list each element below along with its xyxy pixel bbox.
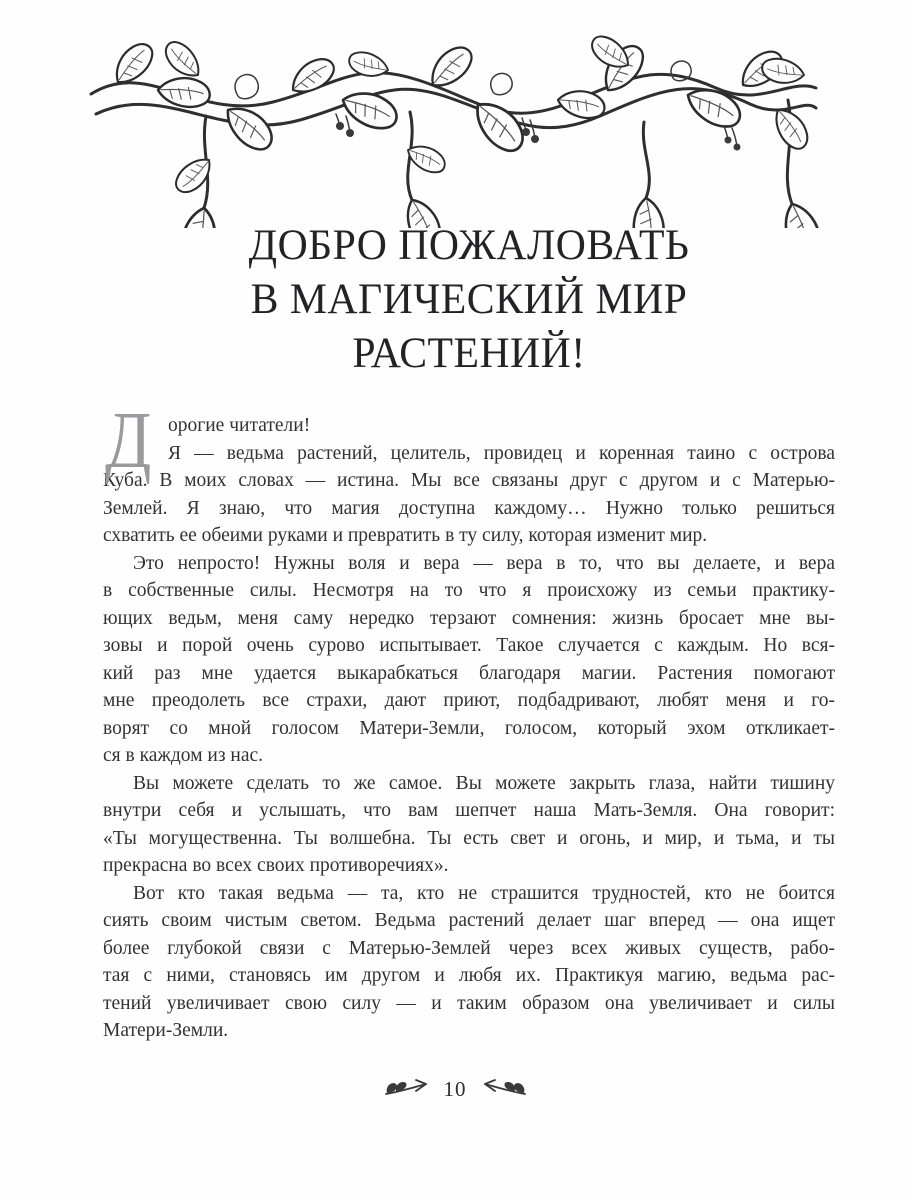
text-line: тая с ними, становясь им другом и любя их. Практикуя магию, ведьма рас- (103, 965, 835, 986)
text-line: Землей. Я знаю, что магия доступна каждому… Нужно только решиться (103, 497, 835, 519)
chapter-title (103, 219, 835, 381)
text-line: ворят со мной голосом Матери-Земли, голосом, который эхом откликает- (103, 717, 835, 739)
text-line: кий раз мне удается выкарабкаться благодаря магии. Растения помогают (103, 662, 835, 684)
text-line: Вы можете сделать то же самое. Вы можете закрыть глаза, найти тишину (133, 772, 835, 794)
body-text (103, 397, 835, 1045)
text-line: сиять своим чистым светом. Ведьма растений делает шаг вперед — она ищет (103, 910, 835, 931)
chapter-title-line: ДОБРО ПОЖАЛОВАТЬ (248, 222, 690, 269)
leaf-sprig-left-pointing-icon (482, 1079, 526, 1099)
vine-garland-illustration (88, 30, 820, 228)
text-line: ся в каждом из нас. (103, 745, 264, 766)
page-number: 10 (443, 1076, 467, 1101)
text-line: более глубокой связи с Матерью-Землей через всех живых существ, рабо- (103, 937, 835, 959)
text-line: орогие читатели! (168, 415, 311, 436)
chapter-title-line: В МАГИЧЕСКИЙ МИР (250, 276, 688, 323)
text-line: Я — ведьма растений, целитель, провидец и коренная таино с острова (168, 442, 835, 464)
text-line: внутри себя и услышать, что вам шепчет наша Мать-Земля. Она говорит: (103, 800, 835, 821)
leaf-sprig-right-pointing-icon (385, 1079, 429, 1099)
paragraph (103, 550, 835, 770)
paragraph (103, 397, 835, 550)
drop-cap: Д (105, 397, 152, 485)
text-line: Это непросто! Нужны воля и вера — вера в то, что вы делаете, и вера (133, 552, 835, 574)
chapter-title-line: РАСТЕНИЙ! (352, 330, 586, 377)
text-line: зовы и порой очень сурово испытывает. Такое случается с каждым. Но вся- (103, 635, 835, 656)
page-footer (0, 1074, 910, 1104)
text-line: Матери-Земли. (103, 1020, 229, 1041)
paragraph (103, 880, 835, 1045)
text-line: прекрасна во всех своих противоречиях». (103, 855, 449, 876)
text-line: тений увеличивает свою силу — и таким образом она увеличивает и силы (103, 992, 835, 1014)
text-line: Куба. В моих словах — истина. Мы все связаны друг с другом и с Матерью- (103, 470, 835, 491)
text-line: схватить ее обеими руками и превратить в ту силу, которая изменит мир. (103, 525, 708, 546)
text-line: ющих ведьм, меня саму нередко терзают сомнения: жизнь бросает мне вы- (103, 607, 835, 629)
text-line: «Ты могущественна. Ты волшебна. Ты есть свет и огонь, и мир, и тьма, и ты (103, 827, 835, 849)
paragraph (103, 770, 835, 880)
text-line: мне преодолеть все страхи, дают приют, подбадривают, любят меня и го- (103, 690, 835, 711)
text-line: в собственные силы. Несмотря на то что я происхожу из семьи практику- (103, 580, 835, 601)
text-line: Вот кто такая ведьма — та, кто не страшится трудностей, кто не боится (133, 882, 835, 904)
